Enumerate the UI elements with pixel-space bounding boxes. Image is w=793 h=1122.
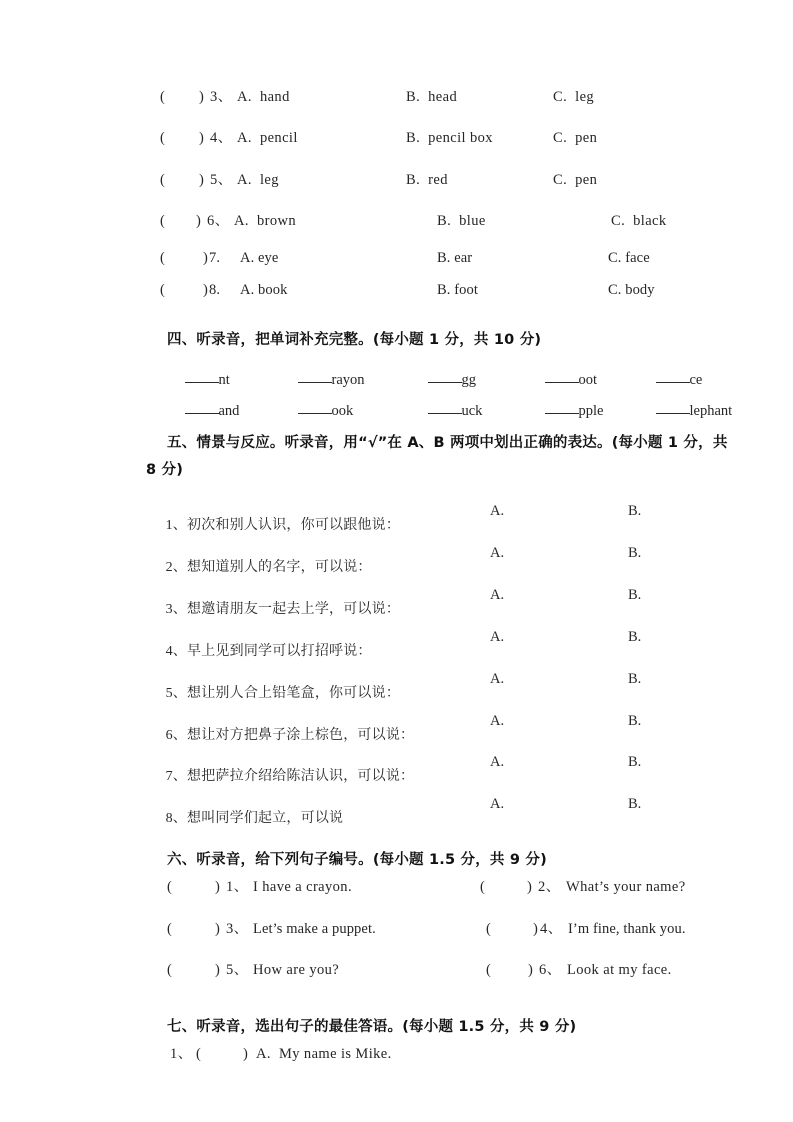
blank-underline[interactable] bbox=[428, 371, 462, 384]
number-item-6-bracket-close: ) bbox=[528, 962, 534, 978]
choice-row-5-option-c[interactable]: C. pen bbox=[553, 172, 598, 188]
choice-row-7-number: 7. bbox=[209, 250, 221, 266]
scene-prompt-4 bbox=[147, 630, 372, 673]
scene-prompt-6-text: 想让对方把鼻子涂上棕色，可以说： bbox=[187, 727, 415, 743]
blank-underline[interactable] bbox=[298, 402, 332, 415]
number-item-6-bracket-open: ( bbox=[486, 962, 492, 978]
choice-row-4-bracket-open: ( bbox=[160, 130, 166, 146]
choice-row-8-option-b[interactable]: B. foot bbox=[437, 282, 478, 298]
choice-row-6-option-b[interactable]: B. blue bbox=[437, 213, 486, 229]
blank-underline[interactable] bbox=[185, 371, 219, 384]
answer-item-1-index: 1、 bbox=[170, 1046, 193, 1062]
choice-row-8-number: 8. bbox=[209, 282, 221, 298]
scene-2-option-a[interactable]: A. bbox=[490, 545, 505, 561]
answer-item-1-bracket-close: ) bbox=[243, 1046, 249, 1062]
scene-prompt-6-index: 6、 bbox=[165, 728, 188, 743]
section-four-heading-number: 四、 bbox=[167, 331, 197, 348]
number-item-3-bracket-close: ) bbox=[215, 921, 221, 937]
choice-row-8-bracket-close: ) bbox=[203, 282, 208, 298]
scene-8-option-a[interactable]: A. bbox=[490, 796, 505, 812]
number-item-1-number: 1、 bbox=[226, 879, 249, 895]
scene-8-option-b[interactable]: B. bbox=[628, 796, 642, 812]
scene-7-option-b[interactable]: B. bbox=[628, 754, 642, 770]
number-item-5-number: 5、 bbox=[226, 962, 249, 978]
choice-row-6-number: 6、 bbox=[207, 213, 230, 229]
choice-row-4-option-b[interactable]: B. pencil box bbox=[406, 130, 493, 146]
choice-row-3-number: 3、 bbox=[210, 89, 233, 105]
scene-prompt-1-index: 1、 bbox=[165, 518, 188, 533]
scene-prompt-2 bbox=[147, 546, 372, 589]
scene-prompt-2-index: 2、 bbox=[165, 560, 188, 575]
scene-prompt-7-text: 想把萨拉介绍给陈洁认识，可以说： bbox=[187, 768, 415, 784]
choice-row-5-option-b[interactable]: B. red bbox=[406, 172, 448, 188]
choice-row-3-bracket-open: ( bbox=[160, 89, 166, 105]
number-item-6-text[interactable]: Look at my face. bbox=[567, 962, 672, 978]
scene-3-option-a[interactable]: A. bbox=[490, 587, 505, 603]
word-suffix: oot bbox=[578, 371, 598, 388]
blank-underline[interactable] bbox=[545, 371, 579, 384]
choice-row-4-option-a[interactable]: A. pencil bbox=[237, 130, 298, 146]
scene-4-option-b[interactable]: B. bbox=[628, 629, 642, 645]
word-suffix: uck bbox=[461, 402, 483, 419]
scene-7-option-a[interactable]: A. bbox=[490, 754, 505, 770]
blank-underline[interactable] bbox=[545, 402, 579, 415]
choice-row-4-option-c[interactable]: C. pen bbox=[553, 130, 598, 146]
number-item-2-number: 2、 bbox=[538, 879, 561, 895]
choice-row-7-bracket-open: ( bbox=[160, 250, 165, 266]
scene-prompt-1-text: 初次和别人认识，你可以跟他说： bbox=[187, 517, 401, 533]
scene-1-option-b[interactable]: B. bbox=[628, 503, 642, 519]
scene-prompt-2-text: 想知道别人的名字，可以说： bbox=[187, 559, 372, 575]
choice-row-6-bracket-close: ) bbox=[196, 213, 202, 229]
section-six-heading-number: 六、 bbox=[167, 851, 197, 868]
scene-2-option-b[interactable]: B. bbox=[628, 545, 642, 561]
scene-prompt-7-index: 7、 bbox=[165, 769, 188, 784]
choice-row-7-option-c[interactable]: C. face bbox=[608, 250, 650, 266]
number-item-3-text[interactable]: Let’s make a puppet. bbox=[253, 921, 376, 937]
section-six-heading bbox=[146, 838, 547, 882]
number-item-4-number: 4、 bbox=[540, 921, 563, 937]
choice-row-6-option-a[interactable]: A. brown bbox=[234, 213, 296, 229]
section-four-heading-score: (每小题 1 分，共 10 分) bbox=[372, 331, 542, 348]
number-item-1-bracket-close: ) bbox=[215, 879, 221, 895]
choice-row-7-option-a[interactable]: A. eye bbox=[240, 250, 279, 266]
scene-prompt-4-index: 4、 bbox=[165, 644, 188, 659]
scene-prompt-5-index: 5、 bbox=[165, 686, 188, 701]
scene-prompt-1 bbox=[147, 504, 400, 547]
scene-prompt-8-text: 想叫同学们起立，可以说 bbox=[187, 810, 344, 826]
choice-row-6-option-c[interactable]: C. black bbox=[611, 213, 667, 229]
scene-prompt-5 bbox=[147, 672, 400, 715]
number-item-4-bracket-close: ) bbox=[533, 921, 539, 937]
scene-prompt-8-index: 8、 bbox=[165, 811, 188, 826]
answer-item-1-text[interactable]: A. My name is Mike. bbox=[256, 1046, 392, 1062]
answer-item-1-bracket-open: ( bbox=[196, 1046, 202, 1062]
number-item-2-text[interactable]: What’s your name? bbox=[566, 879, 686, 895]
choice-row-3-option-b[interactable]: B. head bbox=[406, 89, 458, 105]
section-five-heading-line1 bbox=[146, 421, 728, 465]
scene-6-option-b[interactable]: B. bbox=[628, 713, 642, 729]
section-five-heading-number: 五、 bbox=[167, 434, 197, 451]
word-suffix: ce bbox=[689, 371, 703, 388]
choice-row-3-bracket-close: ) bbox=[199, 89, 205, 105]
section-seven-heading-number: 七、 bbox=[167, 1018, 197, 1035]
choice-row-7-option-b[interactable]: B. ear bbox=[437, 250, 473, 266]
section-seven-heading-score: (每小题 1.5 分，共 9 分) bbox=[402, 1018, 577, 1035]
scene-prompt-3-index: 3、 bbox=[165, 602, 188, 617]
section-seven-heading-text: 听录音，选出句子的最佳答语。 bbox=[196, 1018, 403, 1035]
scene-3-option-b[interactable]: B. bbox=[628, 587, 642, 603]
choice-row-5-bracket-close: ) bbox=[199, 172, 205, 188]
number-item-2-bracket-close: ) bbox=[527, 879, 533, 895]
word-suffix: and bbox=[218, 402, 240, 419]
section-six-heading-score: (每小题 1.5 分，共 9 分) bbox=[372, 851, 547, 868]
choice-row-3-option-c[interactable]: C. leg bbox=[553, 89, 595, 105]
section-four-heading-text: 听录音，把单词补充完整。 bbox=[196, 331, 373, 348]
scene-prompt-3 bbox=[147, 588, 400, 631]
number-item-5-bracket-open: ( bbox=[167, 962, 173, 978]
word-suffix: gg bbox=[461, 371, 476, 388]
blank-underline[interactable] bbox=[656, 371, 690, 384]
section-six-heading-text: 听录音，给下列句子编号。 bbox=[196, 851, 373, 868]
number-item-3-bracket-open: ( bbox=[167, 921, 173, 937]
scene-prompt-5-text: 想让别人合上铅笔盒，你可以说： bbox=[187, 685, 401, 701]
scene-prompt-6 bbox=[147, 714, 414, 757]
choice-row-3-option-a[interactable]: A. hand bbox=[237, 89, 290, 105]
blank-underline[interactable] bbox=[185, 402, 219, 415]
choice-row-8-option-c[interactable]: C. body bbox=[608, 282, 655, 298]
word-suffix: ook bbox=[331, 402, 354, 419]
choice-row-4-number: 4、 bbox=[210, 130, 233, 146]
number-item-5-bracket-close: ) bbox=[215, 962, 221, 978]
number-item-4-bracket-open: ( bbox=[486, 921, 492, 937]
section-five-heading-text: 情景与反应。听录音，用“√”在 A、B 两项中划出正确的表达。(每小题 1 分，共 bbox=[196, 434, 728, 451]
choice-row-5-option-a[interactable]: A. leg bbox=[237, 172, 279, 188]
scene-1-option-a[interactable]: A. bbox=[490, 503, 505, 519]
section-seven-heading bbox=[146, 1005, 576, 1049]
choice-row-5-bracket-open: ( bbox=[160, 172, 166, 188]
number-item-1-text[interactable]: I have a crayon. bbox=[253, 879, 352, 895]
choice-row-8-bracket-open: ( bbox=[160, 282, 165, 298]
word-suffix: lephant bbox=[689, 402, 733, 419]
section-four-heading bbox=[146, 318, 541, 362]
blank-underline[interactable] bbox=[298, 371, 332, 384]
number-item-4-text[interactable]: I’m fine, thank you. bbox=[568, 921, 686, 937]
choice-row-4-bracket-close: ) bbox=[199, 130, 205, 146]
number-item-6-number: 6、 bbox=[539, 962, 562, 978]
choice-row-6-bracket-open: ( bbox=[160, 213, 166, 229]
scene-prompt-4-text: 早上见到同学可以打招呼说： bbox=[187, 643, 372, 659]
number-item-2-bracket-open: ( bbox=[480, 879, 486, 895]
word-suffix: pple bbox=[578, 402, 604, 419]
blank-underline[interactable] bbox=[656, 402, 690, 415]
scene-prompt-8 bbox=[147, 797, 343, 840]
scene-5-option-b[interactable]: B. bbox=[628, 671, 642, 687]
choice-row-5-number: 5、 bbox=[210, 172, 233, 188]
word-suffix: nt bbox=[218, 371, 230, 388]
blank-underline[interactable] bbox=[428, 402, 462, 415]
section-five-heading-line2: 8 分) bbox=[146, 462, 184, 478]
word-suffix: rayon bbox=[331, 371, 365, 388]
choice-row-8-option-a[interactable]: A. book bbox=[240, 282, 288, 298]
scene-prompt-7 bbox=[147, 755, 414, 798]
scene-4-option-a[interactable]: A. bbox=[490, 629, 505, 645]
scene-5-option-a[interactable]: A. bbox=[490, 671, 505, 687]
scene-prompt-3-text: 想邀请朋友一起去上学，可以说： bbox=[187, 601, 401, 617]
scene-6-option-a[interactable]: A. bbox=[490, 713, 505, 729]
number-item-5-text[interactable]: How are you? bbox=[253, 962, 340, 978]
number-item-1-bracket-open: ( bbox=[167, 879, 173, 895]
choice-row-7-bracket-close: ) bbox=[203, 250, 208, 266]
number-item-3-number: 3、 bbox=[226, 921, 249, 937]
